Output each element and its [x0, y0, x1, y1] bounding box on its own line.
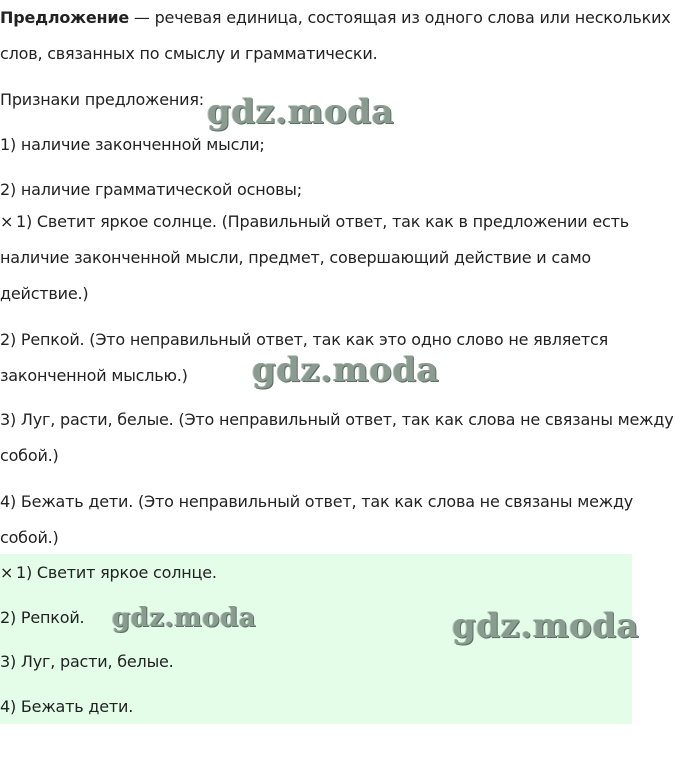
cross-icon: ×: [0, 212, 14, 231]
answer-1: [0, 563, 217, 583]
definition-line-1: [0, 8, 671, 28]
answer-3: 3) Луг, расти, белые.: [0, 652, 174, 671]
watermark: gdz.moda: [112, 603, 257, 633]
definition-text: — речевая единица, состоящая из одного слова или нескольких: [129, 8, 671, 27]
explanation-2-line-1: 2) Репкой. (Это неправильный ответ, так как это одно слово не является: [0, 330, 609, 349]
explanation-3-line-2: собой.): [0, 446, 59, 465]
watermark: gdz.moda: [207, 92, 395, 132]
answer-2: 2) Репкой.: [0, 608, 85, 627]
explanation-1-text: 1) Светит яркое солнце. (Правильный ответ, так как в предложении есть: [16, 212, 629, 231]
answer-1-text: 1) Светит яркое солнце.: [16, 563, 217, 582]
cross-icon: ×: [0, 563, 14, 582]
watermark: gdz.moda: [252, 350, 440, 390]
sign-item-2: 2) наличие грамматической основы;: [0, 180, 302, 199]
sign-item-1: 1) наличие законченной мысли;: [0, 135, 265, 154]
definition-line-2: слов, связанных по смыслу и грамматически.: [0, 44, 378, 63]
explanation-3-line-1: 3) Луг, расти, белые. (Это неправильный ответ, так как слова не связаны между: [0, 410, 674, 429]
explanation-4-line-2: собой.): [0, 528, 59, 547]
explanation-4-line-1: 4) Бежать дети. (Это неправильный ответ, так как слова не связаны между: [0, 492, 634, 511]
definition-term: Предложение: [0, 8, 130, 27]
explanation-2-line-2: законченной мыслью.): [0, 366, 188, 385]
signs-heading: Признаки предложения:: [0, 90, 204, 109]
explanation-1-line-3: действие.): [0, 284, 89, 303]
explanation-1-line-2: наличие законченной мысли, предмет, совершающий действие и само: [0, 248, 592, 267]
answer-4: 4) Бежать дети.: [0, 697, 134, 716]
explanation-1-line-1: [0, 212, 629, 232]
watermark: gdz.moda: [452, 606, 640, 646]
